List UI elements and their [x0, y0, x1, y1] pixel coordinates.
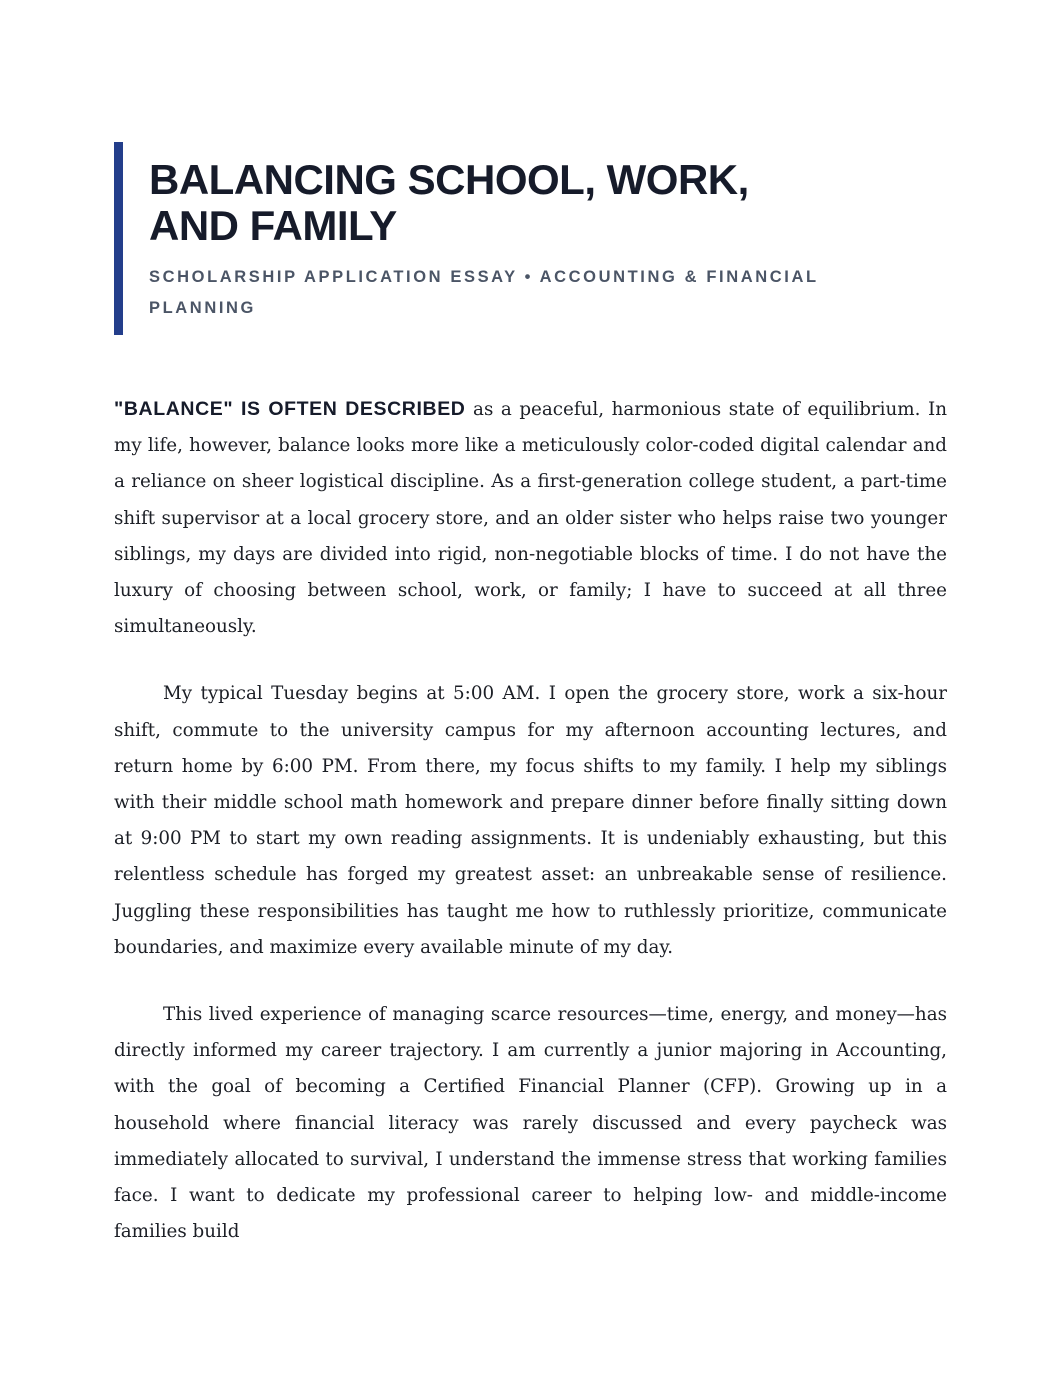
essay-subtitle: SCHOLARSHIP APPLICATION ESSAY • ACCOUNTING & FINANCIAL PLANNING	[149, 268, 819, 317]
paragraph-1-lead: "BALANCE" IS OFTEN DESCRIBED	[114, 398, 466, 420]
paragraph-1-text: as a peaceful, harmonious state of equilibrium. In my life, however, balance looks more like a meticulously color-coded digital calendar and a reliance on sheer logistical discipline. As a first-generation college student, a part-time shift supervisor at a local grocery store, and an older sister who helps raise two younger siblings, my days are divided into rigid, non-negotiable blocks of time. I do not have the luxury of choosing between school, work, or family; I have to succeed at all three simultaneously.	[114, 399, 947, 638]
title-block	[114, 142, 874, 335]
essay-title	[149, 142, 874, 249]
paragraph-3: This lived experience of managing scarce resources—time, energy, and money—has directly informed my career trajectory. I am currently a junior majoring in Accounting, with the goal of becoming a Certified Financial Planner (CFP). Growing up in a household where financial literacy was rarely discussed and every paycheck was immediately allocated to survival, I understand the immense stress that working families face. I want to dedicate my professional career to helping low- and middle-income families build	[114, 1004, 947, 1243]
essay-body	[114, 391, 947, 1281]
paragraph-1	[114, 391, 947, 645]
paragraph-2: My typical Tuesday begins at 5:00 AM. I open the grocery store, work a six-hour shift, commute to the university campus for my afternoon accounting lectures, and return home by 6:00 PM. From there, my focus shifts to my family. I help my siblings with their middle school math homework and prepare dinner before finally sitting down at 9:00 PM to start my own reading assignments. It is undeniably exhausting, but this relentless schedule has forged my greatest asset: an unbreakable sense of resilience. Juggling these responsibilities has taught me how to ruthlessly prioritize, communicate boundaries, and maximize every available minute of my day.	[114, 683, 947, 958]
essay-title-line-1: BALANCING SCHOOL, WORK,	[149, 156, 749, 203]
essay-title-line-2: AND FAMILY	[149, 202, 397, 249]
